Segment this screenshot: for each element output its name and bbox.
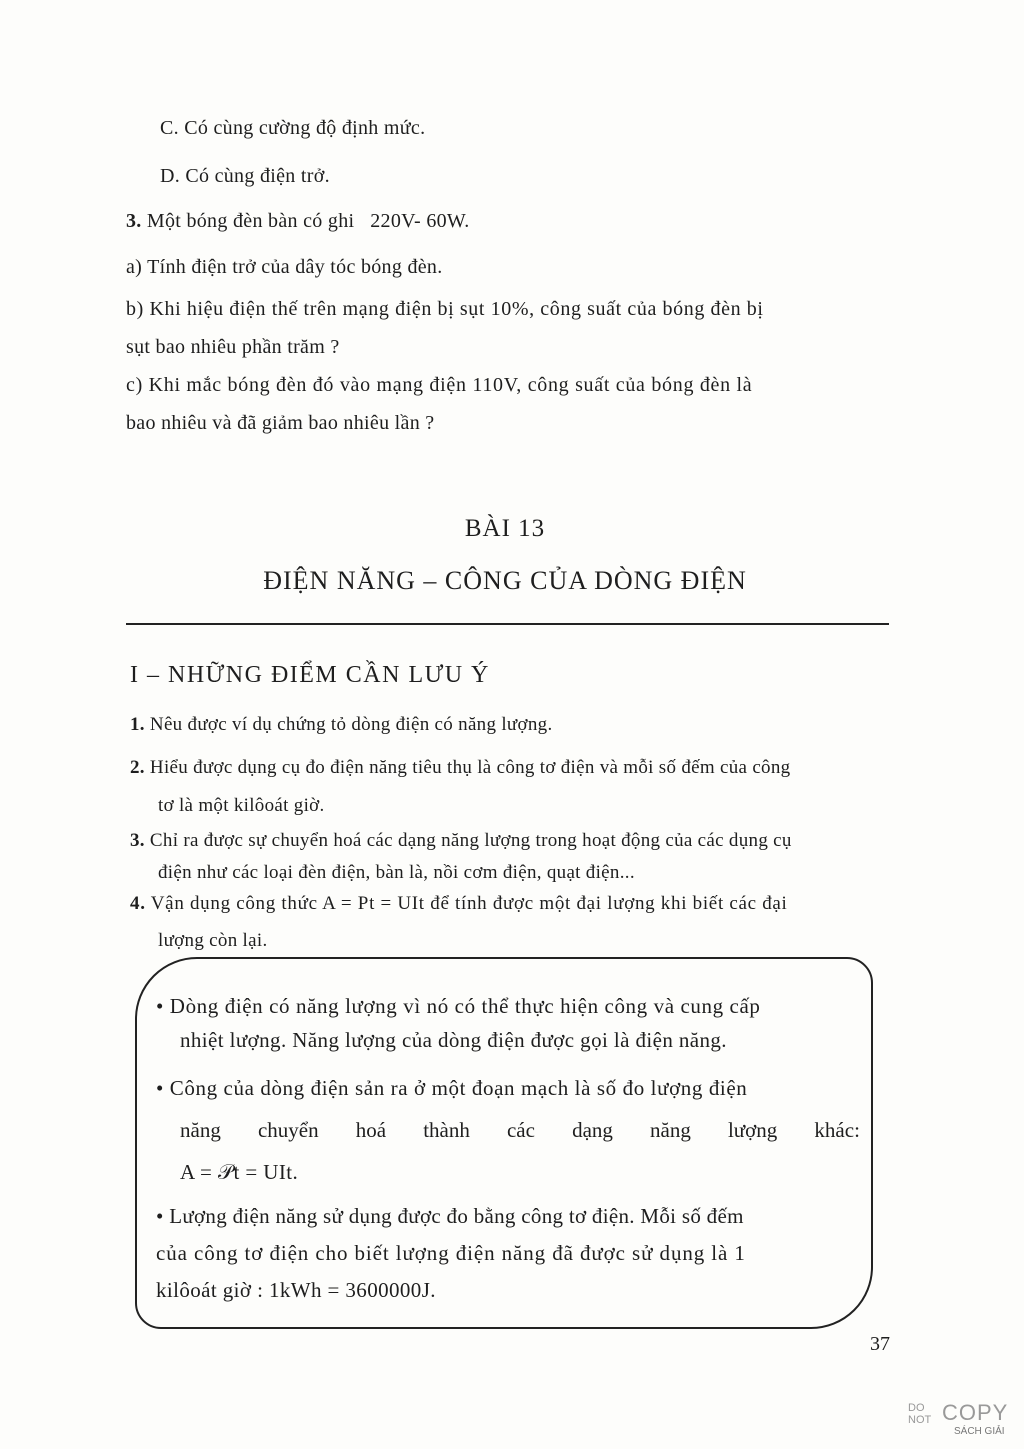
- watermark: [908, 1398, 1008, 1442]
- question-3a: a) Tính điện trở của dây tóc bóng đèn.: [126, 256, 443, 278]
- box-formula: A = 𝒫t = UIt.: [180, 1160, 299, 1184]
- section-heading: I – NHỮNG ĐIỂM CẦN LƯU Ý: [130, 662, 490, 688]
- watermark-brand: SÁCH GIẢI: [954, 1426, 1005, 1437]
- list-item-number: 1.: [130, 714, 145, 735]
- list-item-continuation: tơ là một kilôoát giờ.: [158, 795, 325, 816]
- list-item-text: Vận dụng công thức A = Pt = UIt để tính được một đại lượng khi biết các đại: [150, 893, 788, 914]
- lesson-title: ĐIỆN NĂNG – CÔNG CỦA DÒNG ĐIỆN: [263, 566, 747, 595]
- list-item-number: 2.: [130, 757, 145, 778]
- list-item-text: Nêu được ví dụ chứng tỏ dòng điện có năng lượng.: [149, 714, 553, 735]
- question-3c-line1: c) Khi mắc bóng đèn đó vào mạng điện 110V, công suất của bóng đèn là: [126, 374, 753, 396]
- word: các: [506, 1118, 535, 1142]
- box-bullet-1-line2: nhiệt lượng. Năng lượng của dòng điện được gọi là điện năng.: [180, 1028, 727, 1052]
- question-3b-line2: sụt bao nhiêu phần trăm ?: [126, 336, 340, 358]
- watermark-copy: COPY: [942, 1400, 1009, 1425]
- box-bullet-3-line3: kilôoát giờ : 1kWh = 3600000J.: [156, 1278, 436, 1302]
- box-bullet-3-line1: • Lượng điện năng sử dụng được đo bằng công tơ điện. Mỗi số đếm: [156, 1204, 744, 1228]
- box-bullet-3-line2: của công tơ điện cho biết lượng điện năng đã được sử dụng là 1: [156, 1241, 746, 1265]
- word: dạng: [572, 1118, 613, 1142]
- list-item-number: 4.: [130, 893, 146, 914]
- list-item: [130, 714, 553, 736]
- lesson-number: BÀI 13: [464, 515, 546, 542]
- word: thành: [423, 1118, 470, 1142]
- word: lượng: [727, 1118, 778, 1142]
- word: năng: [180, 1118, 221, 1142]
- word: chuyển: [257, 1118, 319, 1142]
- page-number: 37: [870, 1333, 890, 1355]
- title-divider: [126, 623, 889, 625]
- box-bullet-2-line1: • Công của dòng điện sản ra ở một đoạn mạch là số đo lượng điện: [156, 1076, 748, 1100]
- list-item: [130, 893, 788, 915]
- list-item: [130, 830, 792, 852]
- question-3-text: Một bóng đèn bàn có ghi 220V- 60W.: [146, 210, 470, 232]
- list-item-continuation: điện như các loại đèn điện, bàn là, nồi cơm điện, quạt điện...: [158, 862, 635, 883]
- list-item-continuation: lượng còn lại.: [158, 930, 268, 951]
- option-d: D. Có cùng điện trở.: [160, 165, 330, 187]
- option-c: C. Có cùng cường độ định mức.: [160, 117, 426, 139]
- question-3: [126, 210, 470, 233]
- word: hoá: [355, 1118, 387, 1142]
- question-3-number: 3.: [126, 210, 142, 232]
- watermark-do-not: DO NOT: [908, 1402, 932, 1426]
- question-3b-line1: b) Khi hiệu điện thế trên mạng điện bị sụt 10%, công suất của bóng đèn bị: [126, 298, 764, 320]
- question-3c-line2: bao nhiêu và đã giảm bao nhiêu lần ?: [126, 412, 435, 434]
- word: khác:: [814, 1118, 860, 1142]
- list-item-number: 3.: [130, 830, 145, 851]
- box-bullet-2-line2: [180, 1118, 860, 1143]
- list-item-text: Chỉ ra được sự chuyển hoá các dạng năng lượng trong hoạt động của các dụng cụ: [149, 830, 792, 851]
- word: năng: [650, 1118, 691, 1142]
- box-bullet-1-line1: • Dòng điện có năng lượng vì nó có thể thực hiện công và cung cấp: [156, 994, 761, 1018]
- list-item-text: Hiểu được dụng cụ đo điện năng tiêu thụ là công tơ điện và mỗi số đếm của công: [149, 757, 791, 778]
- list-item: [130, 757, 790, 779]
